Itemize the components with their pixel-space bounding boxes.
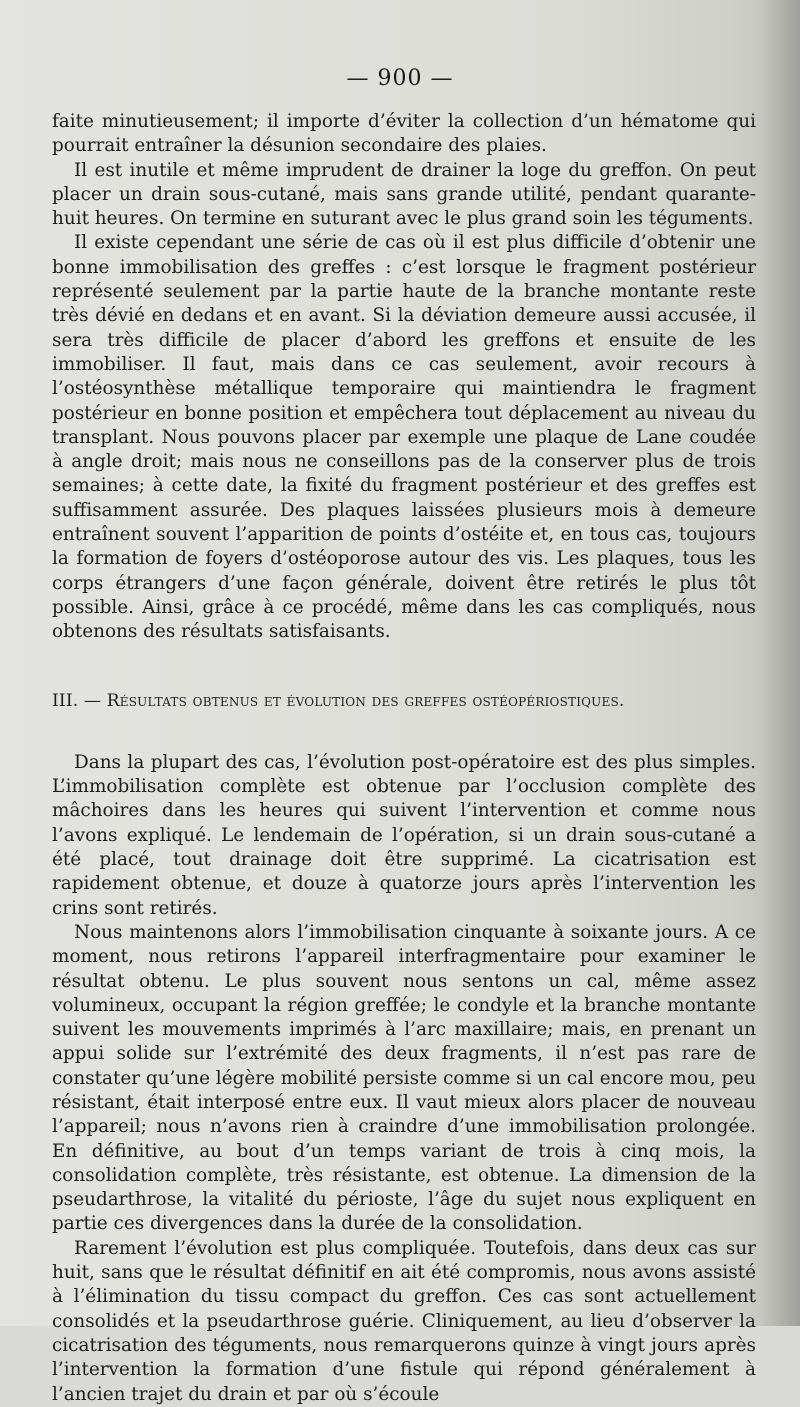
paragraph-evolution: Dans la plupart des cas, l’évolution post-opératoire est des plus simples. L’immobilisation complète est obtenue par l’occlusion complète des mâchoires dans les heures qui suivent l’intervention et comme nous l’avons expliqué. Le lendemain de l’opération, si un drain sous-cutané a été placé, tout drainage doit être supprimé. La cicatrisation est rapidement obtenue, et douze à quatorze jours après l’intervention les crins sont retirés. <box>52 751 756 919</box>
section-number: III. <box>52 690 79 711</box>
section-title: Résultats obtenus et évolution des greffes ostéopériostiques. <box>106 690 625 711</box>
paragraph-osteosynthesis: Il existe cependant une série de cas où il est plus difficile d’obtenir une bonne immobilisation des greffes : c’est lorsque le fragment postérieur représenté seulement par la partie haute de la branche montante reste très dévié en dedans et en avant. Si la déviation demeure aussi accusée, il sera très difficile de placer d’abord les greffons et ensuite de les immobiliser. Il faut, mais dans ce cas seulement, avoir recours à l’ostéosynthèse métallique temporaire qui maintiendra le fragment postérieur en bonne position et empêchera tout déplacement au niveau du transplant. Nous pouvons placer par exemple une plaque de Lane coudée à angle droit; mais nous ne conseillons pas de la conserver plus de trois semaines; à cette date, la fixité du fragment postérieur et des greffes est suffisamment assurée. Des plaques laissées plusieurs mois à demeure entraînent souvent l’apparition de points d’ostéite et, en tous cas, toujours la formation de foyers d’ostéoporose autour des vis. Les plaques, tous les corps étrangers d’une façon générale, doivent être retirés le plus tôt possible. Ainsi, grâce à ce procédé, même dans les cas compliqués, nous obtenons des résultats satisfaisants. <box>52 232 756 643</box>
paragraph-immobilisation: Nous maintenons alors l’immobilisation cinquante à soixante jours. A ce moment, nous retirons l’appareil interfragmentaire pour examiner le résultat obtenu. Le plus souvent nous sentons un cal, même assez volumineux, occupant la région greffée; le condyle et la branche montante suivent les mouvements imprimés à l’arc maxillaire; mais, en prenant un appui solide sur l’extrémité des deux fragments, il n’est pas rare de constater qu’une légère mobilité persiste comme si un cal encore mou, peu résistant, était interposé entre eux. Il vaut mieux alors placer de nouveau l’appareil; nous n’avons rien à craindre d’une immobilisation prolongée. En définitive, au bout d’un temps variant de trois à cinq mois, la consolidation complète, très résistante, est obtenue. La dimension de la pseudarthrose, la vitalité du périoste, l’âge du sujet nous expliquent en partie ces divergences dans la durée de la consolidation. <box>52 921 756 1235</box>
section-heading <box>52 689 756 713</box>
page-gutter-shadow <box>760 0 800 1326</box>
section-dash: — <box>83 690 102 711</box>
body-text <box>52 110 756 1407</box>
paragraph-drainage: Il est inutile et même imprudent de drainer la loge du greffon. On peut placer un drain sous-cutané, mais sans grande utilité, pendant quarante-huit heures. On termine en suturant avec le plus grand soin les téguments. <box>52 159 756 230</box>
paragraph-complications: Rarement l’évolution est plus compliquée. Toutefois, dans deux cas sur huit, sans que le résultat définitif en ait été compromis, nous avons assisté à l’élimination du tissu compact du greffon. Ces cas sont actuellement consolidés et la pseudarthrose guérie. Cliniquement, au lieu d’observer la cicatrisation des téguments, nous remarquerons quinze à vingt jours après l’intervention la formation d’une fistule qui répond généralement à l’ancien trajet du drain et par où s’écoule <box>52 1237 756 1405</box>
page-number: — 900 — <box>346 66 454 91</box>
paragraph-continuation: faite minutieusement; il importe d’éviter la collection d’un hématome qui pourrait entraîner la désunion secondaire des plaies. <box>52 111 756 157</box>
